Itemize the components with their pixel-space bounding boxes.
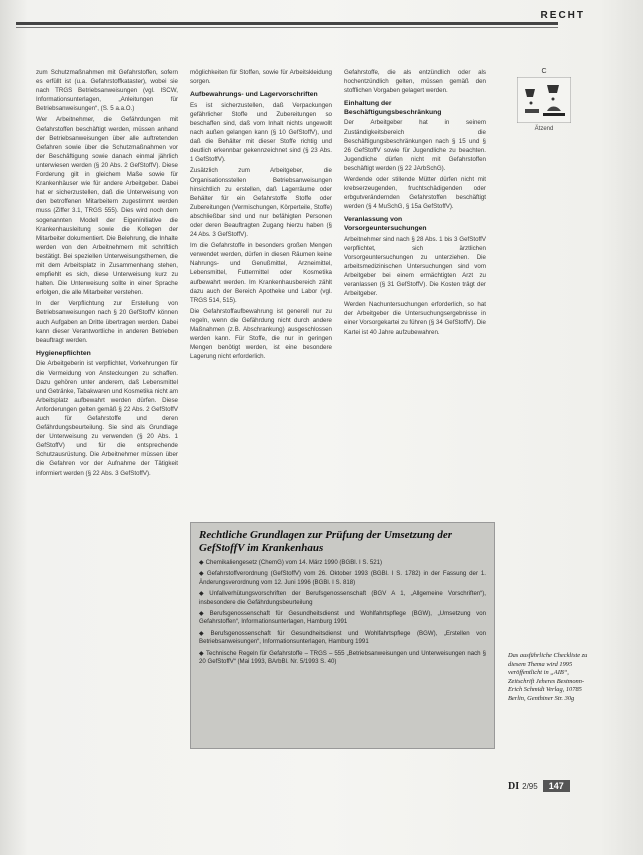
page-number: 147: [543, 780, 570, 792]
sidebar-note: Das ausführliche Checkliste zu diesem Thema wird 1995 veröffentlicht in „AIB“, Zeitschrift Jeheres Bestmonn- Erich Schmidt Verlag, 10785 Berlin, Genthiner Str. 30g: [508, 652, 588, 702]
paragraph: Werden Nachuntersuchungen erforderlich, so hat der Arbeitgeber die Untersuchungsergebnisse in einer Vorsorgekartei zu führen (§ 34 GefStoffV). Die Kartei ist 40 Jahre aufzubewahren.: [344, 301, 486, 336]
bullet-icon: ◆: [199, 611, 208, 618]
bullet-icon: ◆: [199, 560, 204, 566]
paragraph: Arbeitnehmer sind nach § 28 Abs. 1 bis 3 GefStoffV verpflichtet, sich ärztlichen Vorsorgeuntersuchungen zu unterziehen. Die arbeitsmedizinischen Untersuchungen sind vom Arbeitgeber bei einem ermächtigten Arzt zu veranlassen (§ 31 GefStoffV). Die Kosten trägt der Arbeitgeber.: [344, 235, 486, 298]
paragraph: Gefahrstoffe, die als entzündlich oder als hochentzündlich gelten, müssen gemäß den stofflichen Vorgaben gelagert werden.: [344, 69, 486, 95]
paragraph: Der Arbeitgeber hat in seinem Zuständigkeitsbereich die Beschäftigungsbeschränkungen nach § 15 und § 26 GefStoffV sowie für Jugendliche zu beachten. Jugendliche dürfen nicht mit Gefahrstoffen beschäftigt werden (§ 22 JArbSchG).: [344, 119, 486, 172]
list-item-text: Gefahrstoffverordnung (GefStoffV) vom 26. Oktober 1993 (BGBl. I S. 1782) in der Fassung der 1. Änderungsverordnung vom 12. Juni 1996 (BGBl. I S. 818): [199, 570, 486, 586]
legal-basis-list: [191, 559, 494, 666]
bullet-icon: ◆: [199, 650, 204, 657]
list-item: [199, 559, 486, 567]
header-rule-thin: [16, 27, 558, 28]
subheading-storage: Aufbewahrungs- und Lagervorschriften: [190, 91, 318, 99]
paragraph: Im die Gefahrstoffe in besonders großen Mengen verwendet werden, dürfen in diesen Räumen keine Nahrungs- und Genußmittel, Arzneimittel, Lebensmittel, Futtermittel oder Kosmetika aufbewahrt werden. Im Krankenhausbereich zählt dazu auch der Bereich Apotheke und Labor (vgl. TRGS 514, 515).: [190, 242, 332, 304]
sidebar: [508, 68, 580, 132]
paragraph: zum Schutzmaßnahmen mit Gefahrstoffen, sofern es erfüllt ist (u.a. Gefahrstoffkataster), wobei sie nach TRGS Betriebsanweisungen (vgl. ISCW, Informationsunterlagen, „Anleitungen für Betriebsanweisungen“, (S. 5 a.a.O.): [36, 69, 178, 113]
list-item: [199, 650, 486, 667]
bullet-icon: ◆: [199, 630, 209, 637]
legal-basis-box: [190, 522, 495, 749]
subheading-hygiene: Hygienepflichten: [36, 349, 91, 357]
box-title: Rechtliche Grundlagen zur Prüfung der Umsetzung der GefStoffV im Krankenhaus: [199, 529, 453, 554]
list-item-text: Berufsgenossenschaft für Gesundheitsdienst und Wohlfahrtspflege (BGW), „Umsetzung von Gefahrstoffen“, Informationsunterlagen, Hamburg 1991: [199, 610, 486, 626]
list-item: [199, 610, 486, 627]
list-item-text: Technische Regeln für Gefahrstoffe – TRGS – 555 „Betriebsanweisungen und Unterweisungen nach § 20 GefStoffV“ (Mai 1993, BArbBl. Nr. 5/1993 S. 40): [199, 649, 487, 666]
hazard-caption: Ätzend: [534, 126, 554, 132]
paragraph: Es ist sicherzustellen, daß Verpackungen gefährlicher Stoffe und Zubereitungen so beschaffen sind, daß vom Inhalt nichts ungewollt nach außen gelangen kann (§ 10 GefStoffV), und daß die Behälter mit dieser Stoffe richtig und deutlich erkennbar gekennzeichnet sind (§ 23 Abs. 1 GefStoffV).: [190, 101, 332, 164]
paragraph: Die Arbeitgeberin ist verpflichtet, Vorkehrungen für die Vermeidung von Ansteckungen zu schaffen. Dazu gehören unter anderem, daß Lebensmittel und Getränke, Tabakwaren und Kosmetika nicht am Arbeitsplatz aufbewahrt werden dürfen. Diese Anforderungen gelten gemäß § 22 Abs. 2 GefStoffV auch für Gefahrstoffe und deren Gefährdungsbeurteilung. Sie sind als Grundlage der Unterweisung zu verwenden (§ 20 Abs. 1 GefStoffV) und für die entsprechende Schutzausrüstung. Die Arbeitnehmer müssen über die Gefahren vor der Aufnahme der Tätigkeit informiert werden (§ 22 Abs. 3 GefStoffV).: [36, 360, 178, 477]
list-item: [199, 570, 486, 587]
header-rule: [16, 22, 558, 25]
corrosive-hazard-icon: [517, 77, 571, 123]
magazine-logo: DI: [508, 780, 520, 792]
list-item-text: Chemikaliengesetz (ChemG) vom 14. März 1990 (BGBl. I S. 521): [205, 559, 383, 566]
list-item-text: Unfallverhütungsvorschriften der Berufsgenossenschaft (BGV A 1, „Allgemeine Vorschriften“), insbesondere die Gefährdungsbeurteilung: [199, 590, 486, 606]
issue-number: 2/95: [522, 781, 538, 791]
paragraph: Die Gefahrstoffaufbewahrung ist generell nur zu regeln, wenn die Gefährdung nicht durch andere Maßnahmen (z.B. Abschrankung) ausgeschlossen werden kann. Für Stoffe, die nur in geringen Mengen benötigt werden, ist eine besondere Lagerung nicht erforderlich.: [190, 307, 332, 361]
subheading-medical-exams: Veranlassung von Vorsorgeuntersuchungen: [344, 216, 427, 232]
text-column-1: [36, 68, 178, 480]
paragraph: Zusätzlich zum Arbeitgeber, die Organisationsstellen Betriebsanweisungen hinsichtlich zu erstellen, daß Lagerräume oder Behälter für ein Gefahrstoffe Stoffe oder Zubereitungen (Vermischungen, Körperteile, Stoffe) abschließbar sind und nur befähigten Personen oder deren Beauftragten Zugang hierzu haben (§ 24 Abs. 3 GefStoffV).: [190, 167, 332, 239]
section-header: RECHT: [540, 10, 585, 21]
list-item: [199, 590, 486, 607]
text-column-2: [190, 68, 332, 363]
text-column-3: [344, 68, 486, 339]
list-item-text: Berufsgenossenschaft für Gesundheitsdienst und Wohlfahrtspflege (BGW), „Erstellen von Betriebsanweisungen“, Informationsunterlagen, Hamburg 1991: [199, 629, 487, 646]
bullet-icon: ◆: [199, 591, 208, 598]
subheading-employment-limit: Einhaltung der Beschäftigungsbeschränkung: [344, 100, 442, 116]
page-footer: [508, 779, 570, 793]
hazard-letter: C: [541, 68, 547, 75]
paragraph: Werdende oder stillende Mütter dürfen nicht mit krebserzeugenden, fruchtschädigenden oder erbgutverändernden Gefahrstoffen beschäftigt werden (§ 4 MuSchG, § 15a GefStoffV).: [344, 176, 486, 211]
paragraph: möglichkeiten für Stoffen, sowie für Arbeitskleidung sorgen.: [190, 69, 332, 86]
list-item: [199, 630, 486, 647]
paragraph: In der Verpflichtung zur Erstellung von Betriebsanweisungen nach § 20 GefStoffV können auch Aufgaben an Dritte übertragen werden. Dabei kann dieser Verantwortliche in anderen Betrieben beauftragt werden.: [36, 300, 178, 344]
bullet-icon: ◆: [199, 571, 205, 578]
paragraph: Wer Arbeitnehmer, die Gefährdungen mit Gefahrstoffen beschäftigt werden, müssen anhand der Betriebsanweisungen über alle auftretenden Gefahren sowie über die Schutzmaßnahmen vor der Beschäftigung sowie danach einmal jährlich unterwiesen werden (§ 20 Abs. 2 GefStoffV). Diese Forderung gilt in gleichem Maße sowie für Krankenhäuser wie für andere Arbeitgeber. Dabei hat er sicherzustellen, daß die Unterweisung von den betroffenen Mitarbeitern zugestimmt werden muss (Ziffer 3.1, TRGS 555). Dies wird noch dem sogenannten Modell der Eigeninitiative die Krankenhausleitung sowie die Kollegen der Mitarbeiter dokumentiert. Die Belehrung, die Inhalte werden von den Arbeitnehmern mit schriftlich bestätigt. Bei speziellen Unterweisungsthemen, die mit dem Arbeitsplatz in Zusammenhang stehen, empfiehlt es sich, diese Unterweisung kurz zu halten. Die Unterweisung sollte in einer Sprache erfolgen, die alle Mitarbeiter verstehen.: [36, 116, 178, 297]
